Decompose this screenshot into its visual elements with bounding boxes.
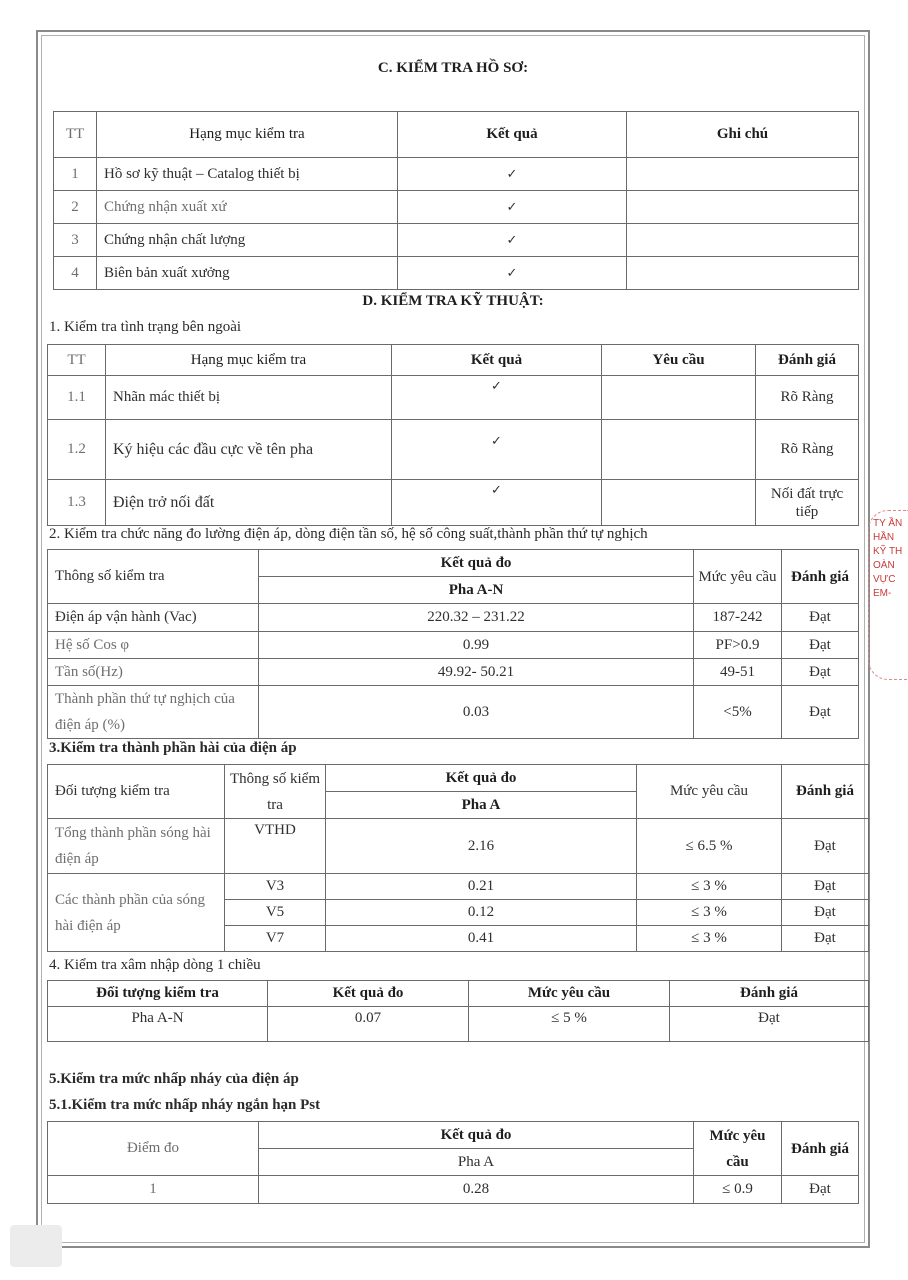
row-requirement: <5% — [694, 686, 782, 739]
row-tt: 1.1 — [48, 376, 106, 420]
header-note: Ghi chú — [627, 112, 859, 158]
row-value: 2.16 — [326, 819, 637, 874]
row-item: Chứng nhận chất lượng — [97, 224, 398, 257]
row-object: Các thành phần của sóng hài điện áp — [48, 874, 225, 952]
s3-title — [49, 740, 297, 757]
row-value: 49.92- 50.21 — [259, 659, 694, 686]
header-requirement: Mức yêu cầu — [637, 765, 782, 819]
header-evaluation: Đánh giá — [782, 1122, 859, 1176]
header-evaluation: Đánh giá — [756, 345, 859, 376]
row-object: Pha A-N — [48, 1007, 268, 1042]
row-requirement: ≤ 5 % — [469, 1007, 670, 1042]
s3-table — [47, 764, 869, 952]
s4-title: 4. Kiểm tra xâm nhập dòng 1 chiều — [49, 957, 261, 973]
row-evaluation: Đạt — [782, 819, 869, 874]
check-icon: ✓ — [392, 376, 602, 420]
row-requirement — [602, 480, 756, 526]
row-note — [627, 257, 859, 290]
s3-title-text: 3.Kiểm tra thành phần hài của điện áp — [49, 740, 297, 756]
row-note — [627, 158, 859, 191]
row-item: Điện trở nối đất — [106, 480, 392, 526]
row-tt: 2 — [54, 191, 97, 224]
row-item: Chứng nhận xuất xứ — [97, 191, 398, 224]
header-evaluation: Đánh giá — [782, 765, 869, 819]
row-value: 0.41 — [326, 926, 637, 952]
check-icon: ✓ — [392, 420, 602, 480]
row-requirement — [602, 376, 756, 420]
row-evaluation: Đạt — [782, 874, 869, 900]
header-phase: Pha A-N — [259, 577, 694, 604]
row-param: VTHD — [225, 819, 326, 874]
stamp-text: TY ẦN HẦN KỸ TH OÀN VỰC EM- — [873, 518, 903, 599]
header-evaluation: Đánh giá — [782, 550, 859, 604]
header-requirement: Mức yêu cầu — [469, 981, 670, 1007]
section-c-title: C. KIỂM TRA HỒ SƠ: — [377, 60, 529, 76]
row-tt: 3 — [54, 224, 97, 257]
header-param: Thông số kiểm tra — [225, 765, 326, 819]
header-phase: Pha A — [326, 792, 637, 819]
row-value: 0.21 — [326, 874, 637, 900]
row-value: 0.28 — [259, 1176, 694, 1204]
header-result: Kết quả đo — [326, 765, 637, 792]
row-evaluation: Đạt — [782, 900, 869, 926]
row-value: 0.03 — [259, 686, 694, 739]
section-d-title: D. KIỂM TRA KỸ THUẬT: — [362, 293, 544, 309]
s2-table — [47, 549, 859, 739]
header-param: Thông số kiểm tra — [48, 550, 259, 604]
row-param: Hệ số Cos φ — [48, 632, 259, 659]
header-requirement: Mức yêu cầu — [694, 1122, 782, 1176]
header-result: Kết quả — [398, 112, 627, 158]
header-requirement: Mức yêu cầu — [694, 550, 782, 604]
check-icon: ✓ — [398, 224, 627, 257]
header-point: Điểm đo — [48, 1122, 259, 1176]
check-icon: ✓ — [398, 257, 627, 290]
row-param: Điện áp vận hành (Vac) — [48, 604, 259, 632]
row-param: V5 — [225, 900, 326, 926]
header-object: Đối tượng kiểm tra — [48, 981, 268, 1007]
row-evaluation: Đạt — [782, 1176, 859, 1204]
row-tt: 1.3 — [48, 480, 106, 526]
s1-table — [47, 344, 859, 526]
header-result: Kết quả đo — [259, 550, 694, 577]
row-evaluation: Đạt — [782, 632, 859, 659]
header-result: Kết quả đo — [268, 981, 469, 1007]
s5-sub-title-text: 5.1.Kiểm tra mức nhấp nháy ngắn hạn Pst — [49, 1097, 321, 1113]
row-requirement: ≤ 3 % — [637, 926, 782, 952]
header-result: Kết quả đo — [259, 1122, 694, 1149]
header-object: Đối tượng kiểm tra — [48, 765, 225, 819]
s5-title — [49, 1071, 299, 1088]
row-item: Nhãn mác thiết bị — [106, 376, 392, 420]
row-object: Tổng thành phần sóng hài điện áp — [48, 819, 225, 874]
row-requirement: 49-51 — [694, 659, 782, 686]
row-evaluation: Nối đất trực tiếp — [756, 480, 859, 526]
section-c-table — [53, 111, 859, 290]
header-requirement: Yêu cầu — [602, 345, 756, 376]
s5-sub-title — [49, 1097, 320, 1114]
row-value: 0.99 — [259, 632, 694, 659]
row-requirement: ≤ 3 % — [637, 874, 782, 900]
header-item: Hạng mục kiểm tra — [97, 112, 398, 158]
header-tt: TT — [48, 345, 106, 376]
row-value: 0.07 — [268, 1007, 469, 1042]
row-value: 220.32 – 231.22 — [259, 604, 694, 632]
header-tt: TT — [54, 112, 97, 158]
row-param: V3 — [225, 874, 326, 900]
row-evaluation: Đạt — [782, 926, 869, 952]
check-icon: ✓ — [398, 191, 627, 224]
header-evaluation: Đánh giá — [670, 981, 869, 1007]
row-evaluation: Đạt — [782, 686, 859, 739]
row-requirement: ≤ 0.9 — [694, 1176, 782, 1204]
row-item: Biên bản xuất xưởng — [97, 257, 398, 290]
row-tt: 4 — [54, 257, 97, 290]
row-requirement — [602, 420, 756, 480]
check-icon: ✓ — [398, 158, 627, 191]
s4-table — [47, 980, 869, 1042]
row-evaluation: Rõ Ràng — [756, 420, 859, 480]
row-point: 1 — [48, 1176, 259, 1204]
row-requirement: 187-242 — [694, 604, 782, 632]
row-requirement: PF>0.9 — [694, 632, 782, 659]
s2-title: 2. Kiểm tra chức năng đo lường điện áp, dòng điện tần số, hệ số công suất,thành phần thứ tự nghịch — [49, 526, 648, 542]
row-tt: 1 — [54, 158, 97, 191]
header-result: Kết quả — [392, 345, 602, 376]
s5-title-text: 5.Kiểm tra mức nhấp nháy của điện áp — [49, 1071, 299, 1087]
header-phase: Pha A — [259, 1149, 694, 1176]
s5-table — [47, 1121, 859, 1204]
scan-artifact — [10, 1225, 62, 1267]
check-icon: ✓ — [392, 480, 602, 526]
row-param: Thành phần thứ tự nghịch của điện áp (%) — [48, 686, 259, 739]
row-requirement: ≤ 6.5 % — [637, 819, 782, 874]
s1-title: 1. Kiểm tra tình trạng bên ngoài — [49, 319, 242, 335]
header-item: Hạng mục kiểm tra — [106, 345, 392, 376]
row-note — [627, 224, 859, 257]
row-tt: 1.2 — [48, 420, 106, 480]
row-requirement: ≤ 3 % — [637, 900, 782, 926]
row-evaluation: Đạt — [782, 604, 859, 632]
row-note — [627, 191, 859, 224]
row-value: 0.12 — [326, 900, 637, 926]
row-param: V7 — [225, 926, 326, 952]
row-item: Hồ sơ kỹ thuật – Catalog thiết bị — [97, 158, 398, 191]
row-evaluation: Đạt — [782, 659, 859, 686]
row-evaluation: Đạt — [670, 1007, 869, 1042]
row-item: Ký hiệu các đầu cực về tên pha — [106, 420, 392, 480]
company-stamp — [868, 510, 908, 680]
row-param: Tần số(Hz) — [48, 659, 259, 686]
row-evaluation: Rõ Ràng — [756, 376, 859, 420]
